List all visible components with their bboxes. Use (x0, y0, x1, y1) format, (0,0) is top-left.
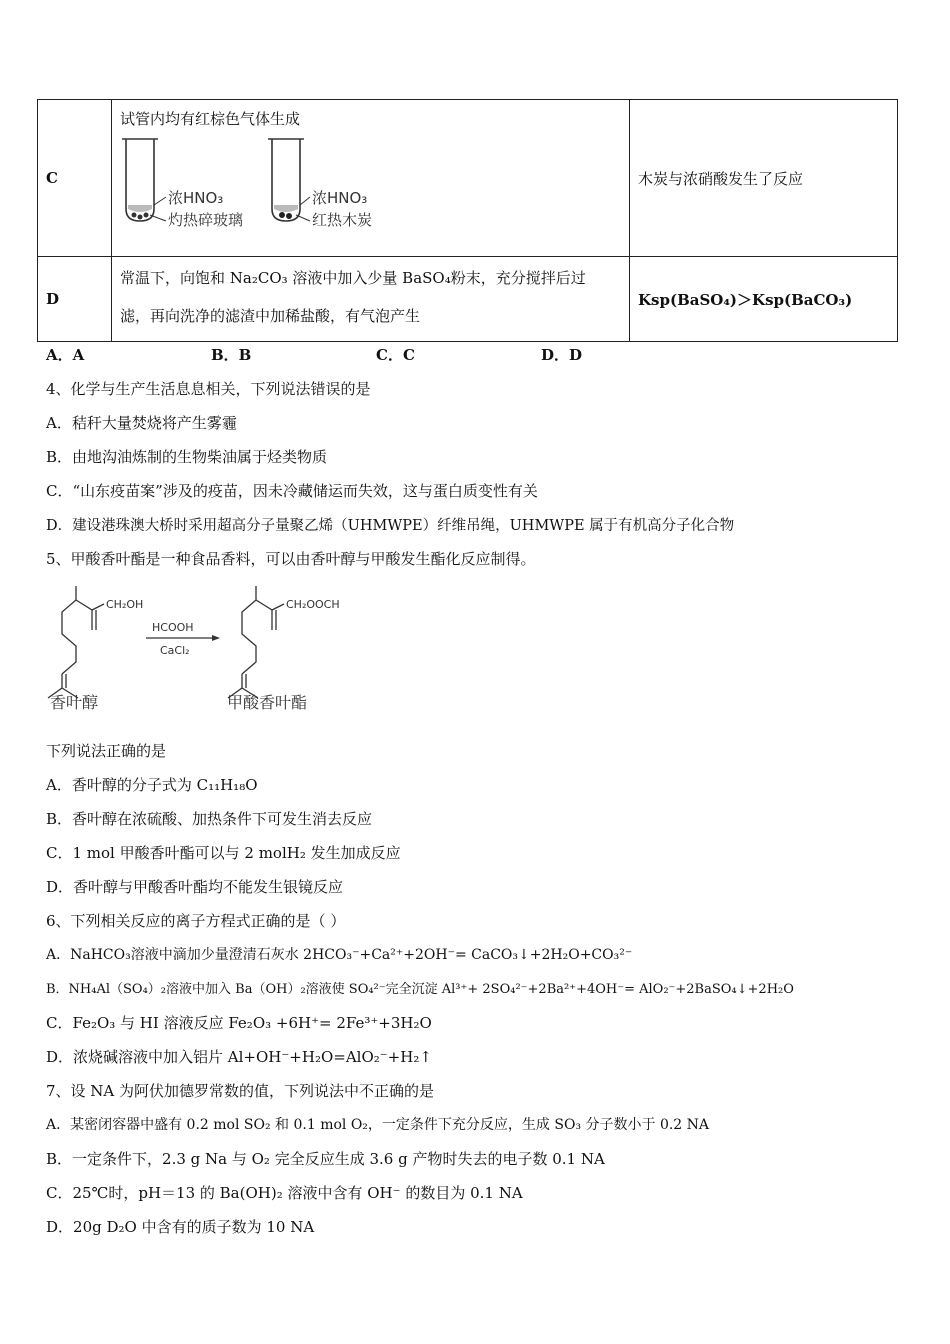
q7-option-d[interactable]: D．20g D₂O 中含有的质子数为 10 NA (46, 1218, 315, 1236)
q4-option-d[interactable]: D．建设港珠澳大桥时采用超高分子量聚乙烯（UHMWPE）纤维吊绳，UHMWPE 属于有机高分子化合物 (46, 518, 735, 534)
product-name: 甲酸香叶酯 (227, 693, 308, 712)
q4-option-b[interactable]: B．由地沟油炼制的生物柴油属于烃类物质 (46, 448, 328, 466)
reactant-name: 香叶醇 (50, 693, 99, 712)
reactant-group: CH₂OH (106, 598, 144, 611)
experiment-text-c: 试管内均有红棕色气体生成 (120, 110, 301, 128)
tube1-solid-label: 灼热碎玻璃 (168, 211, 244, 229)
q4-option-c[interactable]: C．“山东疫苗案”涉及的疫苗，因未冷藏储运而失效，这与蛋白质变性有关 (46, 482, 538, 500)
q5-stem: 5、甲酸香叶酯是一种食品香料，可以由香叶醇与甲酸发生酯化反应制得。 (46, 550, 536, 568)
table-row (38, 257, 898, 342)
q7-option-a[interactable]: A．某密闭容器中盛有 0.2 mol SO₂ 和 0.1 mol O₂，一定条件下充分反应，生成 SO₃ 分子数小于 0.2 NA (46, 1117, 710, 1133)
q5-prompt: 下列说法正确的是 (46, 742, 167, 760)
reagent-bottom: CaCl₂ (160, 644, 190, 657)
q5-option-b[interactable]: B．香叶醇在浓硫酸、加热条件下可发生消去反应 (46, 810, 373, 828)
experiment-cell-d (112, 257, 630, 342)
q3-option-b[interactable]: B．B (211, 346, 252, 364)
q6-stem: 6、下列相关反应的离子方程式正确的是（ ） (46, 912, 346, 930)
conclusion-cell-d: Ksp(BaSO₄)＞Ksp(BaCO₃) (630, 257, 898, 342)
q3-option-d[interactable]: D．D (541, 346, 583, 364)
q3-option-a[interactable]: A．A (46, 346, 85, 364)
tube2-solid-label: 红热木炭 (312, 211, 373, 229)
q3-option-c[interactable]: C．C (376, 346, 415, 364)
q7-option-b[interactable]: B．一定条件下，2.3 g Na 与 O₂ 完全反应生成 3.6 g 产物时失去的电子数 0.1 NA (46, 1150, 605, 1168)
tube2-reagent-label: 浓HNO₃ (312, 189, 368, 207)
experiment-cell-c (112, 100, 630, 257)
row-label-c: C (38, 100, 112, 257)
q4-option-a[interactable]: A．秸秆大量焚烧将产生雾霾 (46, 414, 237, 432)
experiment-table (37, 99, 898, 342)
conclusion-cell-c: 木炭与浓硝酸发生了反应 (630, 100, 898, 257)
q3-options (46, 344, 706, 365)
q5-option-c[interactable]: C．1 mol 甲酸香叶酯可以与 2 molH₂ 发生加成反应 (46, 844, 401, 862)
q4-stem: 4、化学与生产生活息息相关，下列说法错误的是 (46, 380, 371, 398)
reagent-top: HCOOH (152, 621, 194, 634)
q5-option-a[interactable]: A．香叶醇的分子式为 C₁₁H₁₈O (46, 776, 258, 794)
q6-option-c[interactable]: C．Fe₂O₃ 与 HI 溶液反应 Fe₂O₃ +6H⁺= 2Fe³⁺+3H₂O (46, 1014, 432, 1032)
tube1-reagent-label: 浓HNO₃ (168, 189, 224, 207)
table-row (38, 100, 898, 257)
experiment-text-d2: 滤，再向洗净的滤渣中加稀盐酸，有气泡产生 (120, 307, 421, 325)
row-label-d: D (38, 257, 112, 342)
q7-option-c[interactable]: C．25℃时，pH＝13 的 Ba(OH)₂ 溶液中含有 OH⁻ 的数目为 0.1 NA (46, 1184, 523, 1202)
test-tubes-diagram (120, 135, 420, 247)
q5-option-d[interactable]: D．香叶醇与甲酸香叶酯均不能发生银镜反应 (46, 878, 344, 896)
q6-option-d[interactable]: D．浓烧碱溶液中加入铝片 Al+OH⁻+H₂O=AlO₂⁻+H₂↑ (46, 1048, 432, 1066)
q7-stem: 7、设 NA 为阿伏加德罗常数的值，下列说法中不正确的是 (46, 1082, 435, 1100)
product-group: CH₂OOCH (286, 598, 340, 611)
q6-option-b[interactable]: B．NH₄Al（SO₄）₂溶液中加入 Ba（OH）₂溶液使 SO₄²⁻完全沉淀 Al³⁺+ 2SO₄²⁻+2Ba²⁺+4OH⁻= AlO₂⁻+2BaSO₄↓+2H₂O (46, 982, 794, 997)
q6-option-a[interactable]: A．NaHCO₃溶液中滴加少量澄清石灰水 2HCO₃⁻+Ca²⁺+2OH⁻= CaCO₃↓+2H₂O+CO₃²⁻ (46, 947, 633, 963)
experiment-text-d1: 常温下，向饱和 Na₂CO₃ 溶液中加入少量 BaSO₄粉末，充分搅拌后过 (120, 269, 586, 287)
